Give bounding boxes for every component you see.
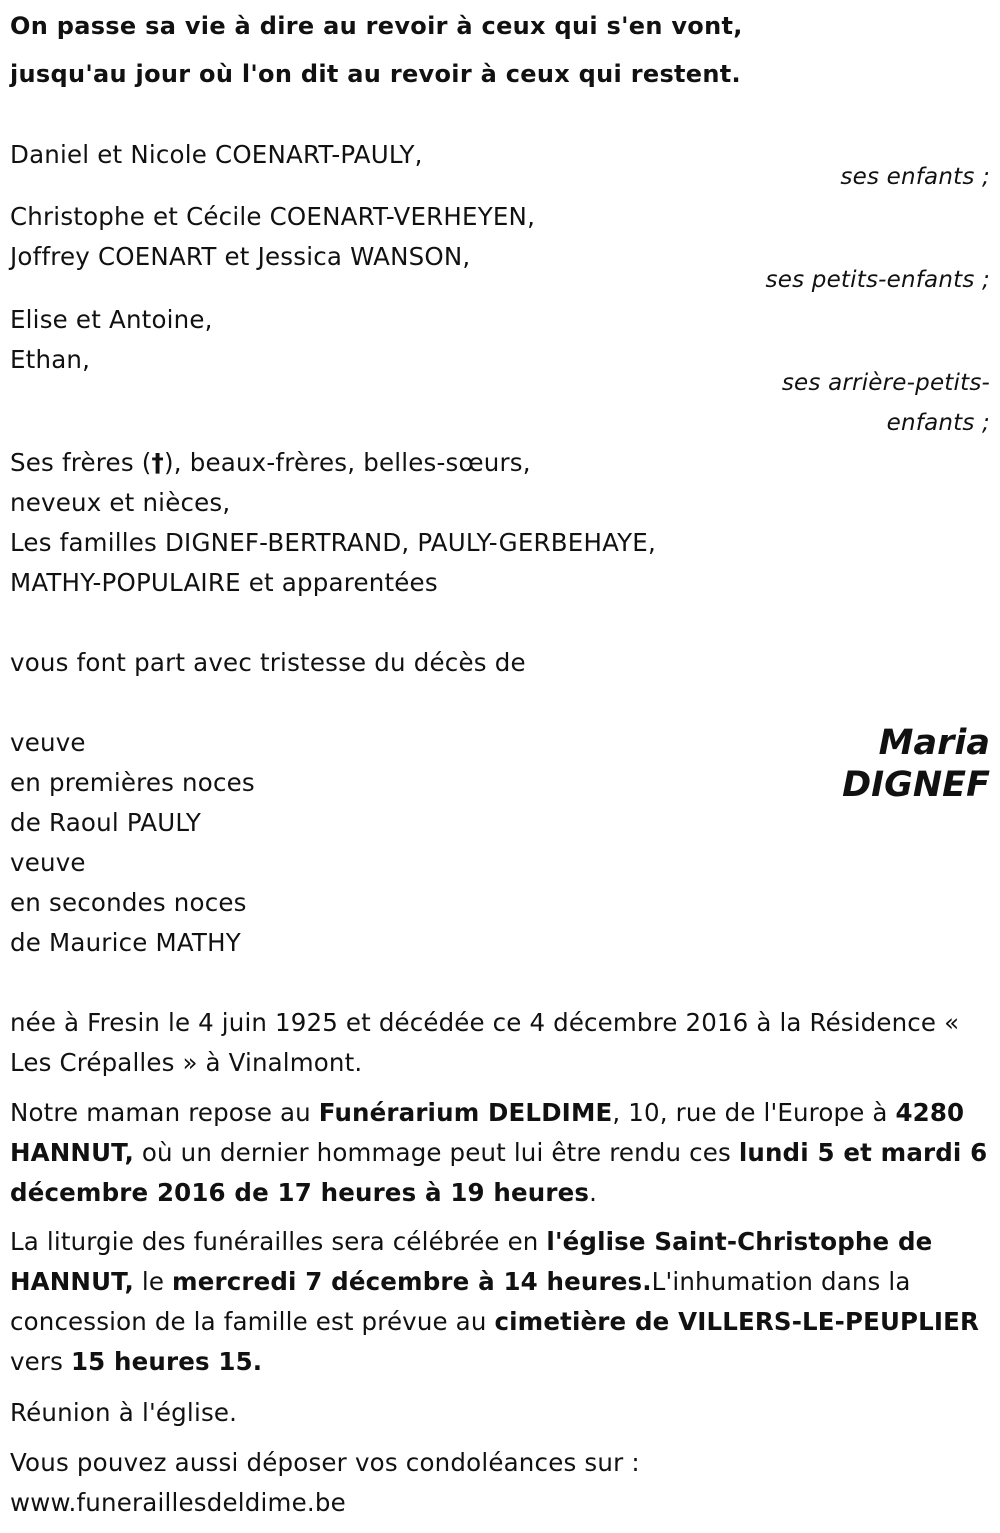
funerarium-paragraph	[10, 1093, 990, 1213]
quote-line-1: On passe sa vie à dire au revoir à ceux qui s'en vont,	[10, 12, 743, 40]
deceased-name	[842, 722, 990, 806]
great-grandchildren-name-2: Ethan,	[10, 345, 91, 374]
others-line-3: Les familles DIGNEF-BERTRAND, PAULY-GERBEHAYE,	[10, 528, 656, 557]
funerarium-text-1: Notre maman repose au	[10, 1098, 319, 1127]
deceased-detail-5: en secondes noces	[10, 888, 247, 917]
funerarium-text-4: .	[589, 1178, 598, 1207]
grandchildren-name-1: Christophe et Cécile COENART-VERHEYEN,	[10, 202, 536, 231]
liturgy-cemetery: cimetière de VILLERS-LE-PEUPLIER	[494, 1307, 980, 1336]
grandchildren-role: ses petits-enfants ;	[765, 267, 990, 293]
deceased-last-name: DIGNEF	[842, 765, 990, 805]
funerarium-text-3: où un dernier hommage peut lui être rendu ces	[133, 1138, 739, 1167]
liturgy-church: l'église Saint-Christophe de HANNUT,	[10, 1227, 933, 1296]
deceased-detail-2: en premières noces	[10, 768, 255, 797]
great-grandchildren-role-2: enfants ;	[886, 410, 990, 436]
funerarium-text-2: , 10, rue de l'Europe à	[612, 1098, 896, 1127]
others-line-1	[10, 448, 531, 477]
condolences-link[interactable]: www.funeraillesdeldime.be	[10, 1488, 346, 1517]
grandchildren-name-2: Joffrey COENART et Jessica WANSON,	[10, 242, 471, 271]
cross-icon: †	[151, 448, 164, 477]
liturgy-text-4: vers	[10, 1347, 71, 1376]
funerarium-hours: lundi 5 et mardi 6 décembre 2016 de 17 heures à 19 heures	[10, 1138, 988, 1207]
liturgy-text-2: le	[133, 1267, 173, 1296]
quote-line-2: jusqu'au jour où l'on dit au revoir à ceux qui restent.	[10, 60, 741, 88]
others-line-1-before: Ses frères (	[10, 448, 152, 477]
deceased-detail-6: de Maurice MATHY	[10, 928, 241, 957]
deceased-first-name: Maria	[878, 723, 990, 763]
liturgy-text-3: L'inhumation dans la concession de la famille est prévue au	[10, 1267, 911, 1336]
others-line-1-after: ), beaux-frères, belles-sœurs,	[163, 448, 531, 477]
birth-death-paragraph: née à Fresin le 4 juin 1925 et décédée ce 4 décembre 2016 à la Résidence « Les Crépalles » à Vinalmont.	[10, 1008, 960, 1077]
others-line-2: neveux et nièces,	[10, 488, 231, 517]
others-line-4: MATHY-POPULAIRE et apparentées	[10, 568, 438, 597]
deceased-detail-4: veuve	[10, 848, 86, 877]
announcement: vous font part avec tristesse du décès de	[10, 648, 526, 677]
liturgy-date: mercredi 7 décembre à 14 heures.	[172, 1267, 652, 1296]
great-grandchildren-role-1: ses arrière-petits-	[781, 370, 990, 396]
liturgy-burial-time: 15 heures 15.	[70, 1347, 263, 1376]
liturgy-paragraph	[10, 1222, 990, 1382]
liturgy-text-1: La liturgie des funérailles sera célébrée en	[10, 1227, 547, 1256]
great-grandchildren-name-1: Elise et Antoine,	[10, 305, 213, 334]
condolences-text: Vous pouvez aussi déposer vos condoléances sur :	[10, 1448, 640, 1477]
funerarium-name: Funérarium DELDIME	[318, 1098, 613, 1127]
deceased-detail-3: de Raoul PAULY	[10, 808, 202, 837]
reunion-text: Réunion à l'église.	[10, 1398, 238, 1427]
deceased-detail-1: veuve	[10, 728, 86, 757]
children-role: ses enfants ;	[840, 164, 990, 190]
children-name: Daniel et Nicole COENART-PAULY,	[10, 140, 423, 169]
funerarium-city: 4280 HANNUT,	[10, 1098, 965, 1167]
